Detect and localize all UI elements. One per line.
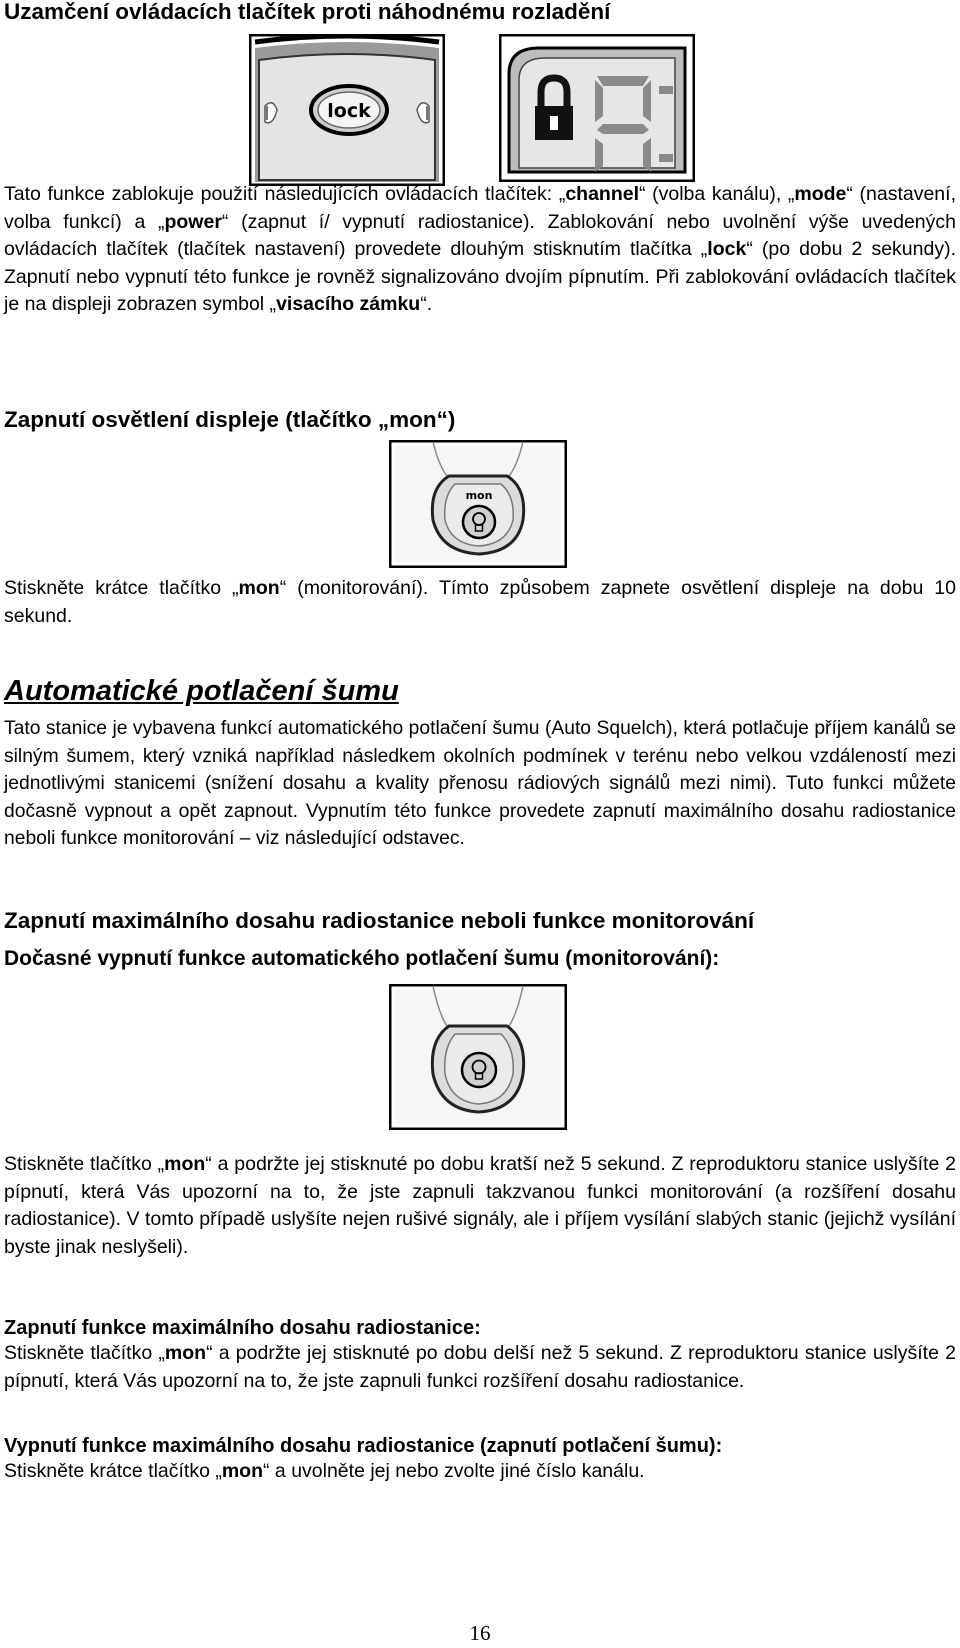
light-paragraph: Stiskněte krátce tlačítko „mon“ (monitorování). Tímto způsobem zapnete osvětlení displeje na dobu 10 sekund. <box>4 577 956 627</box>
lock-button-figure <box>249 34 445 186</box>
lock-paragraph: Tato funkce zablokuje použití následujících ovládacích tlačítek: „channel“ (volba kanálu), „mode“ (nastavení, volba funkcí) a „power“ (zapnut í/ vypnutí radiostanice). Zablokování nebo uvolnění výše uvedených ovládacích tlačítek (tlačítek nastavení) provedete dlouhým stisknutím tlačítka „lock“ (po dobu 2 sekundy). Zapnutí nebo vypnutí této funkce je rovněž signalizováno dvojím pípnutím. Při zablokování ovládacích tlačítek je na displeji zobrazen symbol „visacího zámku“. <box>4 183 956 316</box>
squelch-paragraph: Tato stanice je vybavena funkcí automatického potlačení šumu (Auto Squelch), která potlačuje příjem kanálů se silným šumem, který vzniká například následkem okolních podmínek v terénu nebo velkou vzdáleností mezi jednotlivými stanicemi (snížení dosahu a kvality přenosu rádiových signálů mezi nimi). Tuto funkci můžete dočasně vypnout a opět zapnout. Vypnutím této funkce provedete zapnutí maximálního dosahu radiostanice neboli funkce monitorování – viz následující odstavec. <box>4 718 956 850</box>
max-range-off-paragraph: Stiskněte krátce tlačítko „mon“ a uvolněte jej nebo zvolte jiné číslo kanálu. <box>4 1460 645 1482</box>
monitoring-paragraph: Stiskněte tlačítko „mon“ a podržte jej stisknuté po dobu kratší než 5 sekund. Z reproduktoru stanice uslyšíte 2 pípnutí, která Vás upozorní na to, že jste zapnuli takzvanou funkci monitorování (a rozšíření dosahu radiostanice). V tomto případě uslyšíte nejen rušivé signály, ale i příjem vysílání slabých stanic (jejichž vysílání byste jinak neslyšeli). <box>4 1153 956 1258</box>
max-range-on-subheading: Zapnutí funkce maximálního dosahu radiostanice: <box>4 1317 481 1339</box>
light-section-heading: Zapnutí osvětlení displeje (tlačítko „mon“) <box>4 407 456 432</box>
lock-display-figure <box>499 34 695 182</box>
mon-button-figure <box>389 440 567 568</box>
lock-section-heading: Uzamčení ovládacích tlačítek proti náhodnému rozladění <box>4 0 611 24</box>
page-number: 16 <box>469 1621 491 1645</box>
max-range-heading: Zapnutí maximálního dosahu radiostanice neboli funkce monitorování <box>4 908 755 933</box>
max-range-off-subheading: Vypnutí funkce maximálního dosahu radiostanice (zapnutí potlačení šumu): <box>4 1435 723 1457</box>
squelch-section-heading: Automatické potlačení šumu <box>4 675 399 707</box>
mon-figure-label: mon <box>465 489 493 502</box>
lock-figure-label: lock <box>327 100 371 122</box>
mon-button-figure-2 <box>389 984 567 1130</box>
monitoring-subheading: Dočasné vypnutí funkce automatického potlačení šumu (monitorování): <box>4 947 720 970</box>
max-range-on-paragraph: Stiskněte tlačítko „mon“ a podržte jej stisknuté po dobu delší než 5 sekund. Z reproduktoru stanice uslyšíte 2 pípnutí, která Vás upozorní na to, že jste zapnuli funkci rozšíření dosahu radiostanice. <box>4 1342 956 1392</box>
